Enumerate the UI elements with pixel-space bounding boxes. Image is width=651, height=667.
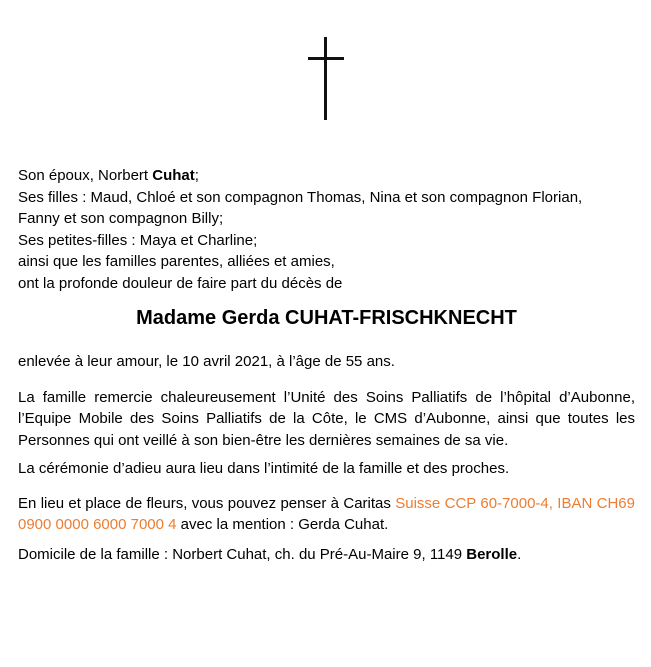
spouse-line-prefix: Son époux, Norbert bbox=[18, 167, 153, 184]
death-date-line: enlevée à leur amour, le 10 avril 2021, à l’âge de 55 ans. bbox=[18, 353, 395, 370]
thanks-paragraph: La famille remercie chaleureusement l’Unité des Soins Palliatifs de l’hôpital d’Aubonne, l’Equipe Mobile des Soins Palliatifs de la Côte, le CMS d’Aubonne, ainsi que toutes les Personnes qui ont veillé à son bien-être les dernières semaines de sa vie. bbox=[18, 388, 635, 449]
daughters-line-2: Fanny et son compagnon Billy; bbox=[18, 210, 224, 227]
granddaughters-line: Ses petites-filles : Maya et Charline; bbox=[18, 231, 258, 249]
address-suffix: . bbox=[517, 545, 522, 563]
address-prefix: Domicile de la famille : Norbert Cuhat, ch. du Pré-Au-Maire 9, 1149 bbox=[18, 545, 467, 563]
cross-vertical-bar bbox=[324, 37, 327, 120]
spouse-name: Cuhat bbox=[152, 167, 195, 184]
donation-suffix: avec la mention : Gerda Cuhat. bbox=[176, 516, 389, 533]
family-address-line bbox=[18, 544, 635, 566]
donation-account-highlight: Suisse CCP 60-7000-4, IBAN CH69 0900 0000 6000 7000 4 bbox=[18, 494, 635, 533]
cross-icon bbox=[308, 37, 344, 120]
spouse-line bbox=[18, 165, 635, 187]
ceremony-line: La cérémonie d’adieu aura lieu dans l’intimité de la famille et des proches. bbox=[18, 460, 510, 477]
deceased-name-title: Madame Gerda CUHAT-FRISCHKNECHT bbox=[136, 307, 517, 329]
address-locality: Berolle bbox=[466, 545, 518, 563]
cross-horizontal-bar bbox=[308, 57, 344, 60]
spouse-line-suffix: ; bbox=[194, 167, 199, 184]
announcement-line: ont la profonde douleur de faire part du décès de bbox=[18, 274, 343, 292]
families-line: ainsi que les familles parentes, alliées et amies, bbox=[18, 253, 335, 270]
donation-prefix: En lieu et place de fleurs, vous pouvez penser à Caritas bbox=[18, 494, 396, 512]
donation-paragraph bbox=[18, 493, 635, 536]
family-list bbox=[18, 165, 635, 294]
daughters-line-1: Ses filles : Maud, Chloé et son compagnon Thomas, Nina et son compagnon Florian, bbox=[18, 188, 583, 206]
notice-content bbox=[0, 165, 651, 565]
